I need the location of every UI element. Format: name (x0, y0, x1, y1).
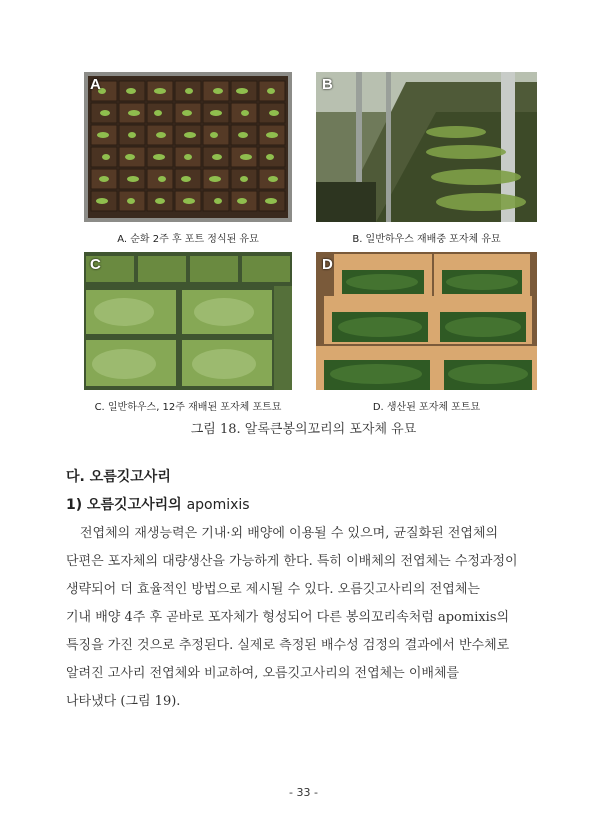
photo-b-letter: B (322, 76, 333, 93)
body-line: 단편은 포자체의 대량생산을 가능하게 한다. 특히 이배체의 전엽체는 수정과정이 (66, 554, 518, 569)
photo-d-letter: D (322, 256, 333, 273)
body-line: 특징을 가진 것으로 추정된다. 실제로 측정된 배수성 검정의 결과에서 반수체로 (66, 638, 510, 653)
body-line: 나타냈다 (그림 19). (66, 694, 181, 709)
body-line: 전엽체의 재생능력은 기내·외 배양에 이용될 수 있으며, 균질화된 전엽체의 (80, 526, 499, 541)
subsection-heading-latin: apomixis (186, 497, 250, 513)
section-heading: 다. 오름깃고사리 (66, 469, 171, 485)
body-line: 기내 배양 4주 후 곧바로 포자체가 형성되어 다른 봉의꼬리속처럼 apomixis의 (66, 610, 510, 625)
caption-d: D. 생산된 포자체 포트묘 (372, 402, 481, 413)
body-line: 생략되어 더 효율적인 방법으로 제시될 수 있다. 오름깃고사리의 전엽체는 (66, 582, 480, 597)
photo-c-letter: C (90, 256, 101, 273)
photo-c (84, 252, 292, 390)
caption-c: C. 일반하우스, 12주 재배된 포자체 포트묘 (94, 402, 282, 413)
figure-title: 그림 18. 알록큰봉의꼬리의 포자체 유묘 (190, 422, 417, 437)
photo-d (316, 252, 537, 390)
caption-b: B. 일반하우스 재배중 포자체 유묘 (352, 234, 501, 245)
subsection-heading (66, 494, 250, 514)
subsection-heading-korean: 1) 오름깃고사리의 (66, 497, 187, 513)
caption-a: A. 순화 2주 후 포트 정식된 유묘 (117, 234, 259, 245)
photo-b (316, 72, 537, 222)
photo-a (84, 72, 292, 222)
body-line: 알려진 고사리 전엽체와 비교하여, 오름깃고사리의 전엽체는 이배체를 (66, 666, 460, 681)
page-number: - 33 - (289, 786, 318, 799)
photo-a-letter: A (90, 76, 101, 93)
